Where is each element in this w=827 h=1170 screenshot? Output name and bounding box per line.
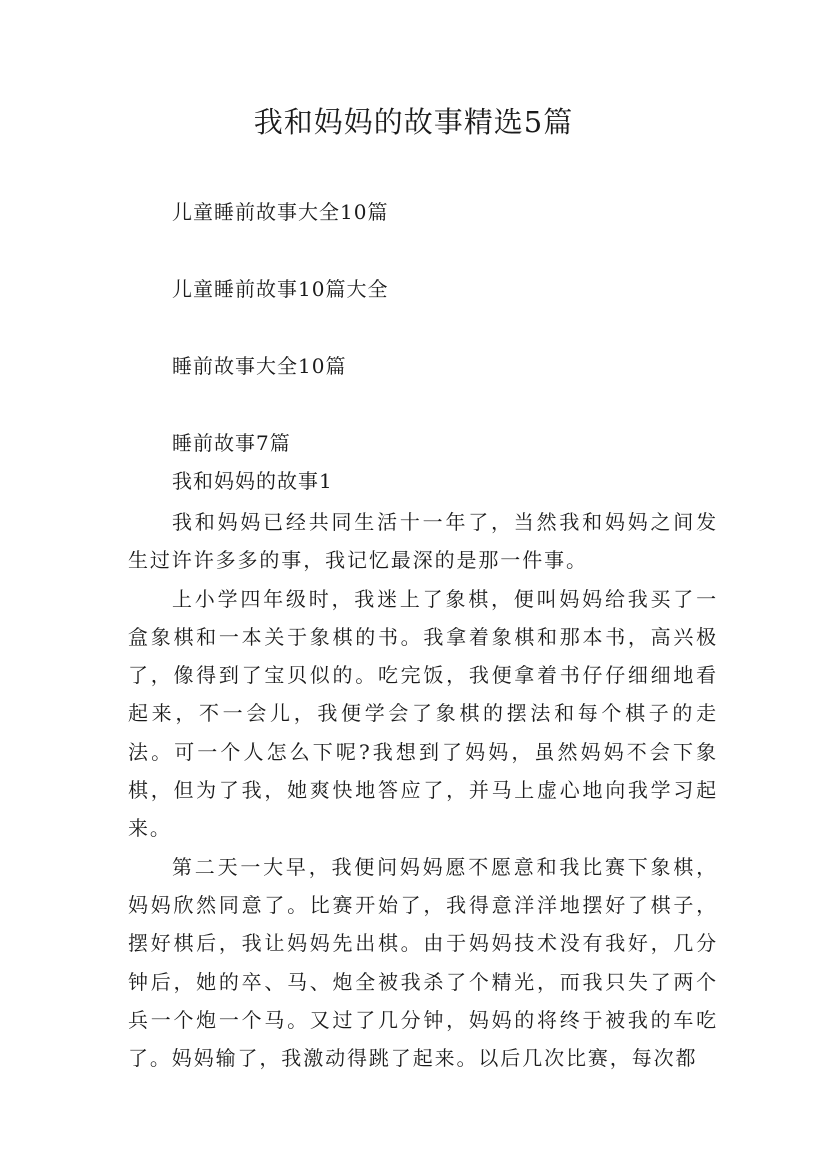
related-link-3[interactable]: 睡前故事大全10篇 — [172, 354, 347, 378]
section-heading: 我和妈妈的故事1 — [172, 469, 333, 493]
related-link-4[interactable]: 睡前故事7篇 — [172, 431, 291, 455]
document-body — [128, 503, 718, 1077]
related-link-2[interactable]: 儿童睡前故事10篇大全 — [172, 277, 389, 301]
paragraph-2: 上小学四年级时，我迷上了象棋，便叫妈妈给我买了一盒象棋和一本关于象棋的书。我拿着象棋和那本书，高兴极了，像得到了宝贝似的。吃完饭，我便拿着书仔仔细细地看起来，不一会儿，我便学会了象棋的摆法和每个棋子的走法。可一个人怎么下呢?我想到了妈妈，虽然妈妈不会下象棋，但为了我，她爽快地答应了，并马上虚心地向我学习起来。 — [128, 586, 718, 841]
paragraph-3: 第二天一大早，我便问妈妈愿不愿意和我比赛下象棋，妈妈欣然同意了。比赛开始了，我得意洋洋地摆好了棋子，摆好棋后，我让妈妈先出棋。由于妈妈技术没有我好，几分钟后，她的卒、马、炮全被我杀了个精光，而我只失了两个兵一个炮一个马。又过了几分钟，妈妈的将终于被我的车吃了。妈妈输了，我激动得跳了起来。以后几次比赛，每次都 — [128, 854, 718, 1071]
paragraph-1: 我和妈妈已经共同生活十一年了，当然我和妈妈之间发生过许许多多的事，我记忆最深的是那一件事。 — [128, 510, 718, 573]
document-title: 我和妈妈的故事精选5篇 — [253, 105, 574, 139]
related-link-1[interactable]: 儿童睡前故事大全10篇 — [172, 200, 389, 224]
